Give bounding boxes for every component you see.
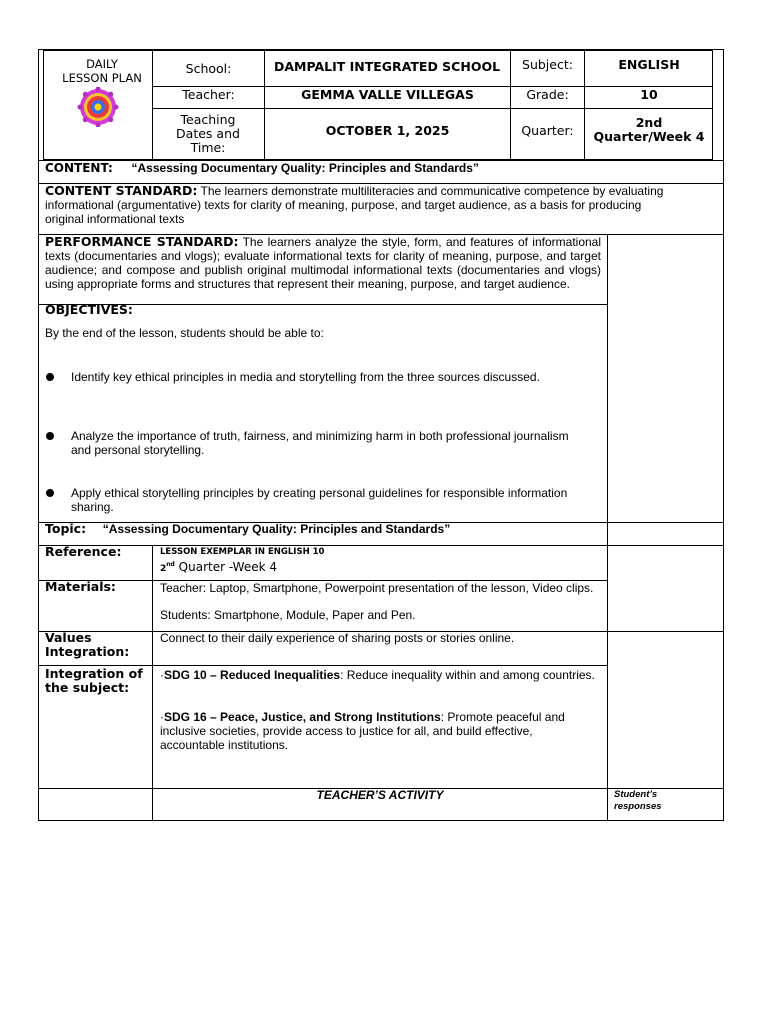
integration-label: Integration of the subject: — [45, 666, 143, 695]
objective-item: Identify key ethical principles in media and storytelling from the three sources discussed. — [71, 370, 540, 384]
quarter-label: Quarter: — [521, 122, 574, 138]
topic-value: “Assessing Documentary Quality: Principles and Standards” — [102, 522, 451, 536]
grade-value: 10 — [640, 86, 658, 102]
materials-teacher: Teacher: Laptop, Smartphone, Powerpoint presentation of the lesson, Video clips. — [160, 581, 594, 595]
reference-line2: 2nd Quarter -Week 4 — [160, 560, 278, 574]
content-standard-text: The learners demonstrate multiliteracies and communicative competence by evaluating informational (argumentative) texts for clarity of meaning, purpose, and target audience, as a basis for producing original informational texts — [45, 184, 664, 226]
performance-standard-text: The learners analyze the style, form, and features of informational texts (documentaries and vlogs); evaluate informational texts for clarity of meaning, purpose, and target audience; and compose and publish original multimodal informational texts (documentaries and vlogs) using appropriate forms and structures that represent their meaning, purpose, and target audience. — [45, 235, 602, 291]
performance-standard — [45, 235, 601, 291]
performance-standard-label: PERFORMANCE STANDARD: — [45, 234, 239, 249]
integration-item: ·SDG 16 – Peace, Justice, and Strong Institutions: Promote peaceful and inclusive societies, provide access to justice for all, and build effective, accountable institutions. — [160, 710, 565, 752]
topic-row — [45, 522, 605, 536]
objectives-label: OBJECTIVES: — [45, 302, 133, 317]
materials-label: Materials: — [45, 579, 116, 594]
topic-label: Topic: — [45, 521, 87, 536]
objective-item: Apply ethical storytelling principles by creating personal guidelines for responsible information sharing. — [71, 486, 568, 514]
values-label: Values Integration: — [45, 630, 130, 659]
content-row — [45, 161, 715, 181]
content-standard — [45, 184, 670, 226]
content-label: CONTENT: — [45, 161, 113, 175]
school-label: School: — [185, 61, 232, 76]
materials-students: Students: Smartphone, Module, Paper and Pen. — [160, 608, 416, 622]
reference-label: Reference: — [45, 544, 122, 559]
dates-value: OCTOBER 1, 2025 — [325, 122, 450, 138]
students-responses-heading: Student’s responses — [614, 789, 662, 812]
quarter-value: 2nd Quarter/Week 4 — [593, 115, 705, 144]
objectives-intro: By the end of the lesson, students should be able to: — [45, 326, 324, 340]
objective-bullet-icon — [46, 373, 54, 381]
dates-label: Teaching Dates and Time: — [176, 112, 240, 155]
reference-line1: LESSON EXEMPLAR IN ENGLISH 10 — [160, 547, 325, 557]
teachers-activity-heading: TEACHER’S ACTIVITY — [316, 788, 444, 802]
objective-bullet-icon — [46, 489, 54, 497]
subject-value: ENGLISH — [618, 57, 680, 72]
subject-label: Subject: — [522, 57, 573, 72]
content-value: “Assessing Documentary Quality: Principles and Standards” — [131, 161, 479, 175]
content-standard-label: CONTENT STANDARD: — [45, 183, 198, 198]
grade-label: Grade: — [526, 86, 569, 102]
objective-item: Analyze the importance of truth, fairness, and minimizing harm in both professional journalism and personal storytelling. — [71, 429, 569, 457]
school-value: DAMPALIT INTEGRATED SCHOOL — [273, 58, 501, 74]
teacher-label: Teacher: — [182, 86, 235, 102]
objective-bullet-icon — [46, 432, 54, 440]
school-seal-icon — [75, 87, 121, 127]
integration-item: ·SDG 10 – Reduced Inequalities: Reduce inequality within and among countries. — [160, 668, 595, 682]
values-text: Connect to their daily experience of sharing posts or stories online. — [160, 631, 515, 645]
teacher-value: GEMMA VALLE VILLEGAS — [301, 86, 474, 102]
dll-label: DAILY LESSON PLAN — [62, 57, 142, 85]
